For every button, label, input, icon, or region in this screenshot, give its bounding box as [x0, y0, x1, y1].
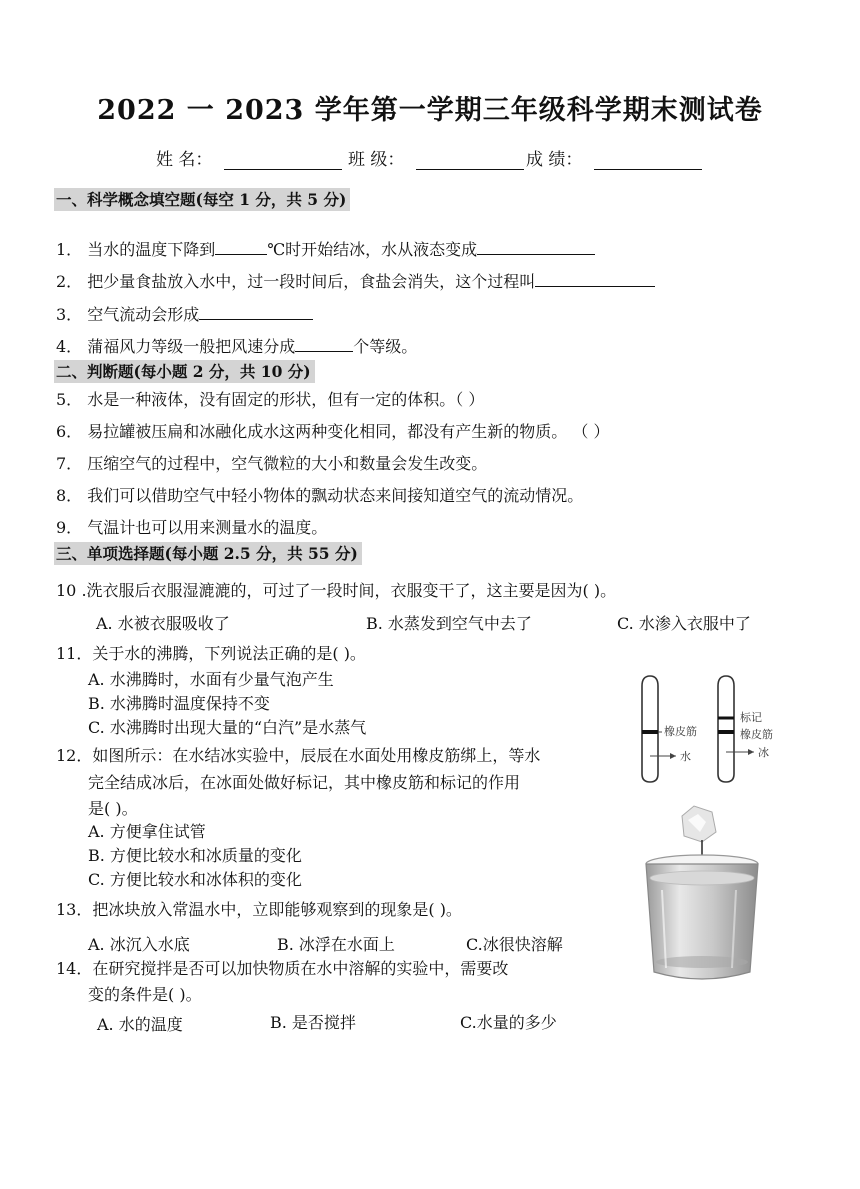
test-tube-ice: [718, 676, 734, 782]
question-12-option-b[interactable]: B. 方便比较水和冰质量的变化: [88, 846, 302, 865]
question-13: 13．把冰块放入常温水中，立即能够观察到的现象是( )。: [56, 900, 462, 919]
question-12-line-3: 是( )。: [88, 799, 138, 818]
question-10-option-b[interactable]: B. 水蒸发到空气中去了: [366, 614, 532, 633]
question-7: 7． 压缩空气的过程中，空气微粒的大小和数量会发生改变。: [56, 454, 488, 473]
question-13-option-a[interactable]: A. 冰沉入水底: [88, 935, 190, 954]
label-ice: 冰: [758, 746, 769, 759]
question-11-option-c[interactable]: C. 水沸腾时出现大量的“白汽”是水蒸气: [88, 718, 367, 737]
question-6: 6． 易拉罐被压扁和冰融化成水这两种变化相同，都没有产生新的物质。 （ ）: [56, 422, 610, 441]
question-12-option-a[interactable]: A. 方便拿住试管: [88, 822, 206, 841]
label-rubber-band: 橡皮筋: [664, 725, 697, 738]
score-label: 成 绩：: [526, 150, 583, 170]
question-14-line-2: 变的条件是( )。: [88, 985, 202, 1004]
question-10-option-a[interactable]: A. 水被衣服吸收了: [96, 614, 230, 633]
name-field: [156, 145, 342, 170]
question-1-blank-1[interactable]: [215, 238, 267, 255]
question-3-blank[interactable]: [199, 303, 313, 320]
question-5: 5． 水是一种液体，没有固定的形状，但有一定的体积。（ ）: [56, 390, 485, 409]
question-3-text: 3． 空气流动会形成: [56, 305, 200, 324]
question-1: [56, 238, 595, 260]
question-11-option-b[interactable]: B. 水沸腾时温度保持不变: [88, 694, 270, 713]
score-blank[interactable]: [594, 151, 702, 170]
class-field: [348, 145, 524, 170]
question-1-text-a: 1． 当水的温度下降到: [56, 240, 216, 259]
score-field: [526, 145, 702, 170]
question-11: 11．关于水的沸腾，下列说法正确的是( )。: [56, 644, 366, 663]
question-14-line-1: 14．在研究搅拌是否可以加快物质在水中溶解的实验中，需要改: [56, 959, 509, 978]
question-4-text-a: 4． 蒲福风力等级一般把风速分成: [56, 337, 296, 356]
question-3: [56, 303, 313, 325]
question-12-line-2: 完全结成冰后，在冰面处做好标记，其中橡皮筋和标记的作用: [88, 773, 521, 792]
question-14-option-b[interactable]: B. 是否搅拌: [270, 1013, 356, 1032]
label-rubber-band-2: 橡皮筋: [740, 728, 773, 741]
question-14-option-a[interactable]: A. 水的温度: [97, 1015, 183, 1034]
question-11-option-a[interactable]: A. 水沸腾时，水面有少量气泡产生: [88, 670, 334, 689]
label-mark: 标记: [740, 711, 762, 724]
question-2: [56, 270, 655, 292]
question-2-blank[interactable]: [535, 270, 655, 287]
question-10-option-c[interactable]: C. 水渗入衣服中了: [617, 614, 751, 633]
question-13-option-b[interactable]: B. 冰浮在水面上: [277, 935, 395, 954]
ice-cube-glass-picture: [632, 800, 762, 988]
test-tube-diagram: [630, 672, 790, 784]
label-water: 水: [680, 750, 691, 763]
question-10: 10 .洗衣服后衣服湿漉漉的，可过了一段时间，衣服变干了，这主要是因为( )。: [56, 581, 617, 600]
page-title: 2022 一 2023 学年第一学期三年级科学期末测试卷: [97, 95, 763, 126]
question-2-text: 2． 把少量食盐放入水中，过一段时间后，食盐会消失，这个过程叫: [56, 272, 536, 291]
test-tube-water: [642, 676, 658, 782]
question-4-blank[interactable]: [295, 335, 353, 352]
question-1-text-b: ℃时开始结冰，水从液态变成: [267, 240, 478, 259]
section-heading-multiple-choice: 三、单项选择题(每小题 2.5 分，共 55 分): [54, 542, 362, 565]
question-14-option-c[interactable]: C.水量的多少: [460, 1013, 557, 1032]
question-9: 9． 气温计也可以用来测量水的温度。: [56, 518, 328, 537]
section-heading-true-false: 二、判断题(每小题 2 分，共 10 分): [54, 360, 315, 383]
question-12-option-c[interactable]: C. 方便比较水和冰体积的变化: [88, 870, 302, 889]
class-blank[interactable]: [416, 151, 524, 170]
question-4: [56, 335, 417, 357]
question-8: 8． 我们可以借助空气中轻小物体的飘动状态来间接知道空气的流动情况。: [56, 486, 584, 505]
question-4-text-b: 个等级。: [353, 337, 418, 356]
question-1-blank-2[interactable]: [477, 238, 595, 255]
class-label: 班 级：: [348, 150, 405, 170]
question-12-line-1: 12．如图所示：在水结冰实验中，辰辰在水面处用橡皮筋绑上，等水: [56, 746, 541, 765]
section-heading-fill-in: 一、科学概念填空题(每空 1 分，共 5 分): [54, 188, 350, 211]
question-13-option-c[interactable]: C.冰很快溶解: [466, 935, 563, 954]
name-label: 姓 名：: [156, 150, 213, 170]
name-blank[interactable]: [224, 151, 342, 170]
